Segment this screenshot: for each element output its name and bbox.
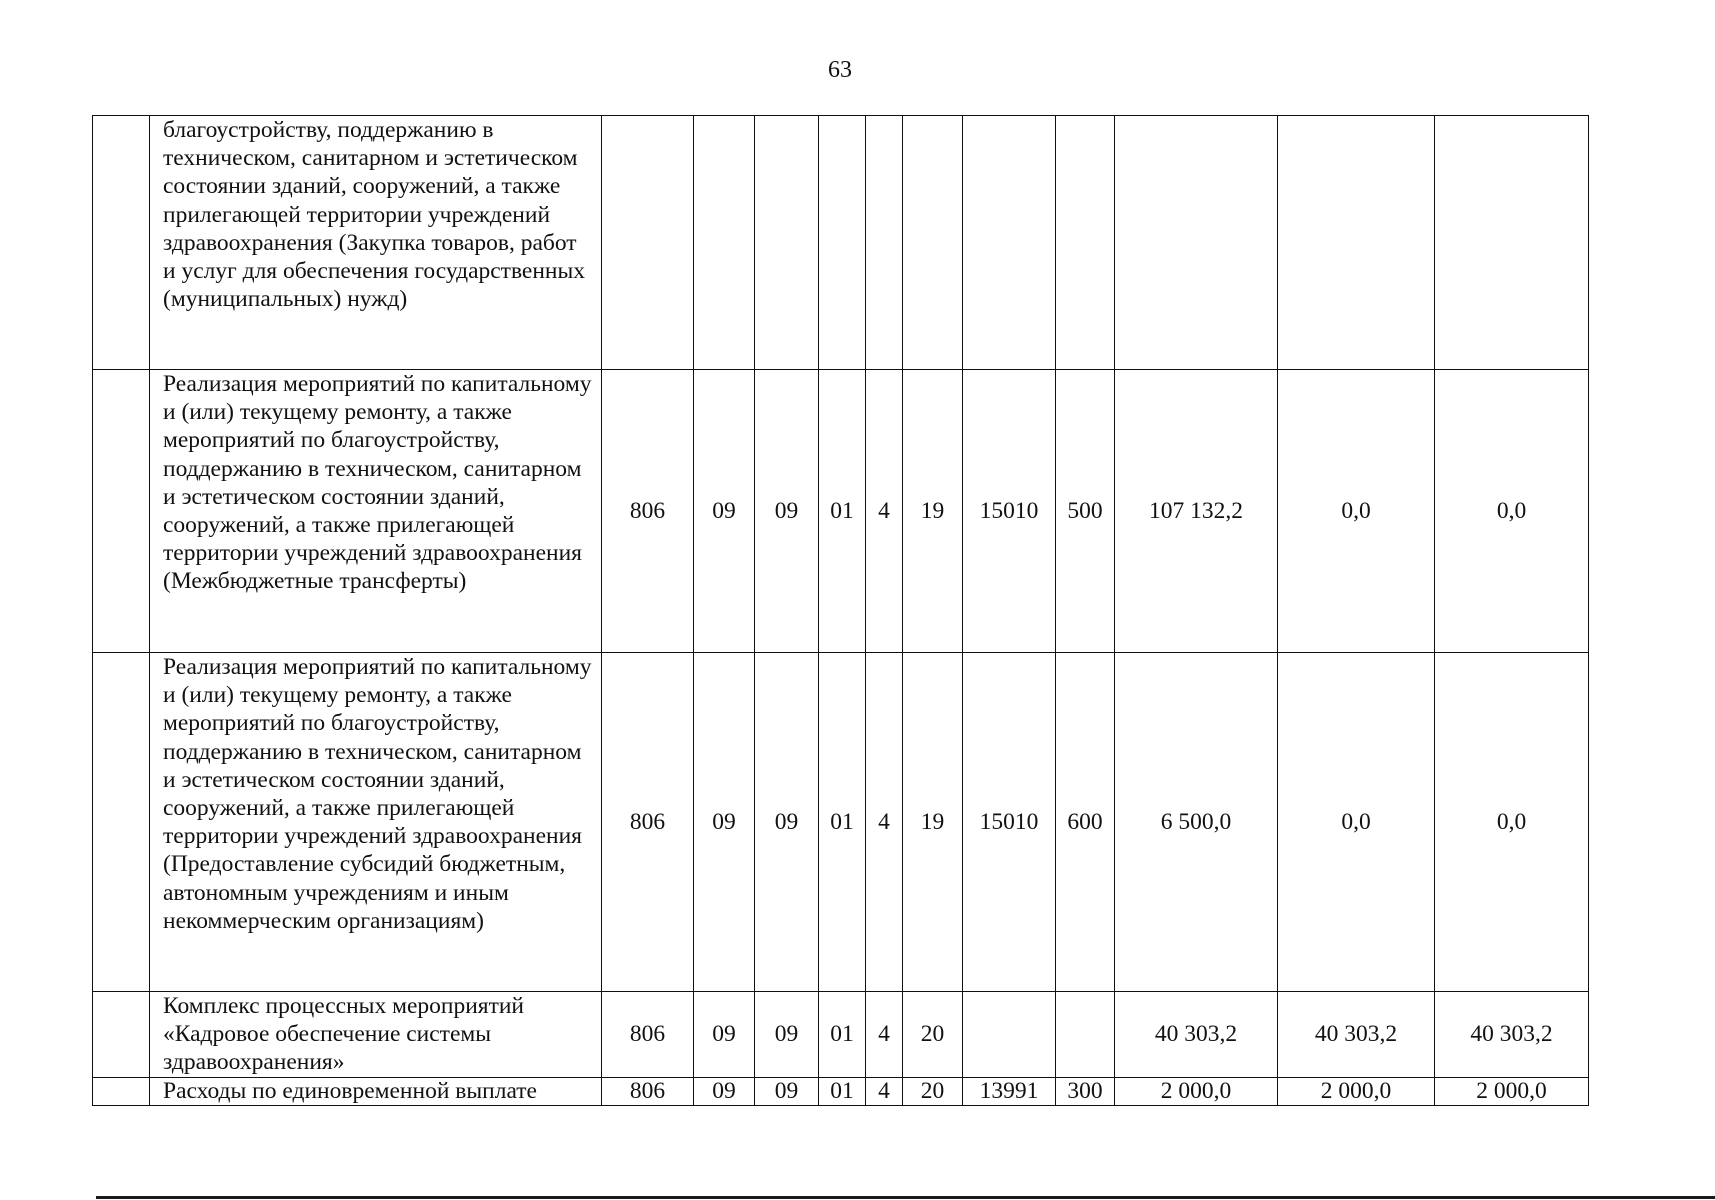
expense-name-cell: благоустройству, поддержанию в техническом, санитарном и эстетическом состоянии зданий, сооружений, а также прилегающей территории учреждений здравоохранения (Закупка товаров, работ и услуг для обеспечения государственных (муниципальных) нужд) (150, 116, 602, 370)
amount-year-1-cell: 40 303,2 (1115, 992, 1278, 1078)
amount-year-1-cell: 2 000,0 (1115, 1077, 1278, 1105)
amount-year-1-cell (1115, 116, 1278, 370)
direction-code-cell: 13991 (963, 1077, 1056, 1105)
program-type-code-cell: 4 (866, 992, 903, 1078)
subsection-code-cell: 09 (755, 1077, 819, 1105)
ministry-code-cell: 806 (602, 653, 694, 992)
ministry-code-cell (602, 116, 694, 370)
expense-name-cell: Комплекс процессных мероприятий «Кадровое обеспечение системы здравоохранения» (150, 992, 602, 1078)
section-code-cell: 09 (694, 370, 755, 653)
table-row (93, 653, 1589, 992)
amount-year-3-cell: 2 000,0 (1435, 1077, 1589, 1105)
row-number-cell (93, 1077, 150, 1105)
program-type-code-cell: 4 (866, 1077, 903, 1105)
structural-element-code-cell (903, 116, 963, 370)
bottom-scan-line (96, 1196, 1715, 1199)
expense-type-code-cell: 500 (1056, 370, 1115, 653)
table-row (93, 370, 1589, 653)
amount-year-2-cell (1278, 116, 1435, 370)
expense-name-cell: Реализация мероприятий по капитальному и (или) текущему ремонту, а также мероприятий по благоустройству, поддержанию в техническом, санитарном и эстетическом состоянии зданий, сооружений, а также прилегающей территории учреждений здравоохранения (Межбюджетные трансферты) (150, 370, 602, 653)
program-type-code-cell: 4 (866, 653, 903, 992)
section-code-cell (694, 116, 755, 370)
direction-code-cell: 15010 (963, 653, 1056, 992)
program-code-cell (819, 116, 866, 370)
page-number: 63 (828, 57, 852, 83)
row-number-cell (93, 370, 150, 653)
structural-element-code-cell: 19 (903, 653, 963, 992)
amount-year-1-cell: 107 132,2 (1115, 370, 1278, 653)
subsection-code-cell (755, 116, 819, 370)
program-code-cell: 01 (819, 653, 866, 992)
expense-type-code-cell: 300 (1056, 1077, 1115, 1105)
table-row (93, 1077, 1589, 1105)
direction-code-cell (963, 992, 1056, 1078)
structural-element-code-cell: 20 (903, 1077, 963, 1105)
section-code-cell: 09 (694, 992, 755, 1078)
expense-type-code-cell (1056, 116, 1115, 370)
direction-code-cell: 15010 (963, 370, 1056, 653)
expense-name-cell: Расходы по единовременной выплате (150, 1077, 602, 1105)
amount-year-2-cell: 0,0 (1278, 653, 1435, 992)
program-type-code-cell (866, 116, 903, 370)
expense-type-code-cell (1056, 992, 1115, 1078)
subsection-code-cell: 09 (755, 370, 819, 653)
amount-year-2-cell: 40 303,2 (1278, 992, 1435, 1078)
program-code-cell: 01 (819, 1077, 866, 1105)
program-code-cell: 01 (819, 992, 866, 1078)
amount-year-2-cell: 0,0 (1278, 370, 1435, 653)
subsection-code-cell: 09 (755, 992, 819, 1078)
amount-year-1-cell: 6 500,0 (1115, 653, 1278, 992)
program-code-cell: 01 (819, 370, 866, 653)
program-type-code-cell: 4 (866, 370, 903, 653)
section-code-cell: 09 (694, 1077, 755, 1105)
structural-element-code-cell: 20 (903, 992, 963, 1078)
row-number-cell (93, 653, 150, 992)
expense-type-code-cell: 600 (1056, 653, 1115, 992)
ministry-code-cell: 806 (602, 370, 694, 653)
amount-year-2-cell: 2 000,0 (1278, 1077, 1435, 1105)
amount-year-3-cell: 0,0 (1435, 370, 1589, 653)
amount-year-3-cell: 40 303,2 (1435, 992, 1589, 1078)
table-row (93, 116, 1589, 370)
ministry-code-cell: 806 (602, 1077, 694, 1105)
amount-year-3-cell: 0,0 (1435, 653, 1589, 992)
subsection-code-cell: 09 (755, 653, 819, 992)
structural-element-code-cell: 19 (903, 370, 963, 653)
table-row (93, 992, 1589, 1078)
row-number-cell (93, 116, 150, 370)
ministry-code-cell: 806 (602, 992, 694, 1078)
direction-code-cell (963, 116, 1056, 370)
section-code-cell: 09 (694, 653, 755, 992)
row-number-cell (93, 992, 150, 1078)
budget-table (92, 115, 1589, 1106)
amount-year-3-cell (1435, 116, 1589, 370)
expense-name-cell: Реализация мероприятий по капитальному и (или) текущему ремонту, а также мероприятий по благоустройству, поддержанию в техническом, санитарном и эстетическом состоянии зданий, сооружений, а также прилегающей территории учреждений здравоохранения (Предоставление субсидий бюджетным, автономным учреждениям и иным некоммерческим организациям) (150, 653, 602, 992)
